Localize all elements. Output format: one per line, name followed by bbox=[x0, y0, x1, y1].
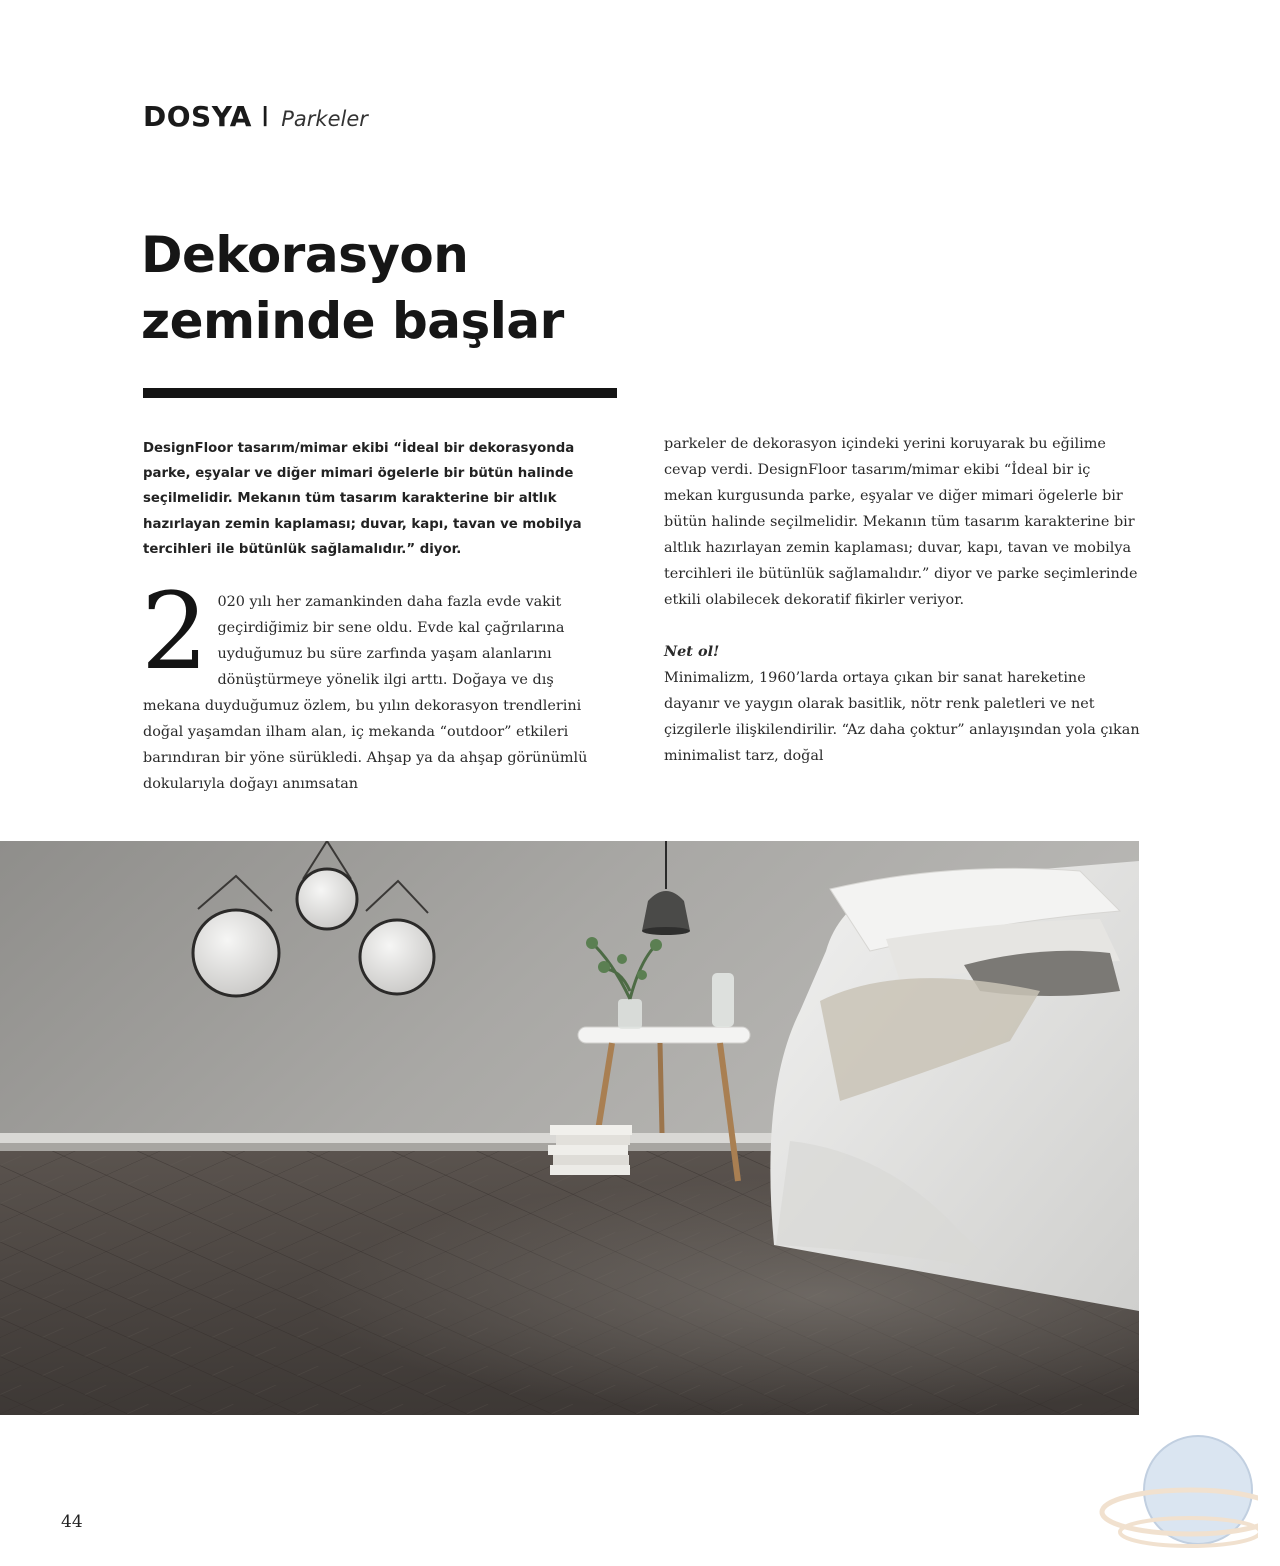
body-column-2 bbox=[664, 431, 1142, 769]
subheading: Net ol! bbox=[664, 643, 720, 660]
title-rule bbox=[143, 388, 617, 398]
section-separator: I bbox=[260, 100, 270, 133]
article-title bbox=[141, 222, 564, 354]
title-line-2: zeminde başlar bbox=[141, 292, 564, 350]
section-header bbox=[143, 100, 368, 133]
body-paragraph-2: parkeler de dekorasyon içindeki yerini koruyarak bu eğilime cevap verdi. DesignFloor tasarım/mimar ekibi “İdeal bir iç mekan kurgusunda parke, eşyalar ve diğer mimari ögelerle bir bütün halinde seçilmelidir. Mekanın tüm tasarım karakterine bir altlık hazırlayan zemin kaplaması; duvar, kapı, tavan ve mobilya tercihleri ile bütünlük sağlamalıdır.” diyor ve parke seçimlerinde etkili olabilecek dekoratif fikirler veriyor. bbox=[664, 436, 1138, 608]
bedroom-photo bbox=[0, 841, 1139, 1415]
page-number: 44 bbox=[61, 1512, 83, 1532]
body-paragraph-3: Minimalizm, 1960’larda ortaya çıkan bir sanat hareketine dayanır ve yaygın olarak basitlik, nötr renk paletleri ve net çizgilerle ilişkilendirilir. “Az daha çoktur” anlayışından yola çıkan minimalist tarz, doğal bbox=[664, 670, 1140, 764]
body-column-1 bbox=[141, 570, 613, 797]
section-name: DOSYA bbox=[143, 100, 252, 133]
article-lead: DesignFloor tasarım/mimar ekibi “İdeal bir dekorasyonda parke, eşyalar ve diğer mimari ögelerle bir bütün halinde seçilmelidir. Mekanın tüm tasarım karakterine bir altlık hazırlayan zemin kaplaması; duvar, kapı, tavan ve mobilya tercihleri ile bütünlük sağlamalıdır.” diyor. bbox=[143, 441, 582, 557]
body-paragraph-1: 020 yılı her zamankinden daha fazla evde vakit geçirdiğimiz bir sene oldu. Evde kal çağrılarına uyduğumuz bu süre zarfında yaşam alanlarını dönüştürmeye yönelik ilgi arttı. Doğaya ve dış mekana duyduğumuz özlem, bu yılın dekorasyon trendlerini doğal yaşamdan ilham alan, iç mekanda “outdoor” etkileri barındıran bir yöne sürükledi. Ahşap ya da ahşap görünümlü dokularıyla doğayı anımsatan bbox=[143, 594, 588, 792]
watermark-globe-icon bbox=[1098, 1428, 1258, 1566]
title-line-1: Dekorasyon bbox=[141, 226, 469, 284]
drop-cap: 2 bbox=[141, 570, 209, 693]
section-subtitle: Parkeler bbox=[281, 107, 368, 131]
book-stack bbox=[548, 1125, 632, 1175]
